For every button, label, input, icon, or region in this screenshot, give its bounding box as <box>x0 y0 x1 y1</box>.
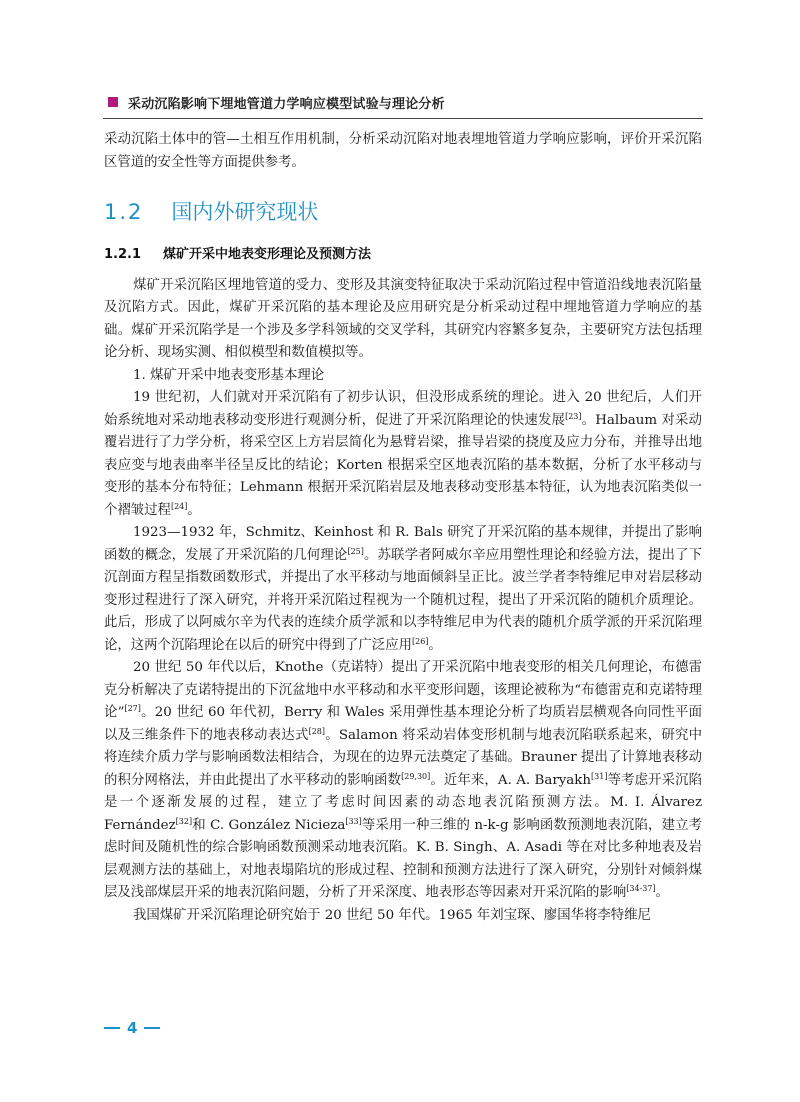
running-header <box>108 92 703 112</box>
citation: [34-37] <box>626 884 656 893</box>
citation: [23] <box>565 411 582 421</box>
citation: [29,30] <box>401 771 431 781</box>
section-title: 国内外研究现状 <box>171 199 319 224</box>
paragraph-6: 我国煤矿开采沉陷理论研究始于 20 世纪 50 年代。1965 年刘宝琛、廖国华将李特维尼 <box>133 907 651 923</box>
citation: [27] <box>124 704 141 713</box>
list-heading: 1. 煤矿开采中地表变形基本理论 <box>133 367 325 383</box>
text-run: 等考虑开采沉陷是一个逐渐发展的过程，建立了考虑时间因素的动态地表沉陷预测方法。M. I. Álvarez Fernández <box>104 772 702 833</box>
subsection-title: 煤矿开采中地表变形理论及预测方法 <box>163 247 372 262</box>
header-square-icon <box>108 97 118 107</box>
text-run: 。 <box>428 637 442 653</box>
section-heading <box>104 194 702 230</box>
text-run: 。近年来，A. A. Baryakh <box>430 772 592 788</box>
intro-paragraph: 采动沉陷土体中的管—土相互作用机制，分析采动沉陷对地表埋地管道力学响应影响，评价开采沉陷区管道的安全性等方面提供参考。 <box>104 132 702 170</box>
paragraph-3 <box>104 387 702 522</box>
page-body <box>104 129 702 927</box>
page-footer <box>104 1018 160 1038</box>
citation: [25] <box>347 546 364 556</box>
text-run: 1923—1932 年，Schmitz、Keinhost 和 R. Bals 研究了开采沉陷的基本规律，并提出了影响函数的概念，发展了开采沉陷的几何理论 <box>104 525 702 563</box>
paragraph-5 <box>104 657 702 905</box>
text-run: 。Salamon 将采动岩体变形机制与地表沉陷联系起来，研究中将连续介质力学与影响函数法相结合，为现在的边界元法奠定了基础。Brauner 提出了计算地表移动的积分网格法，并由此提出了水平移动的影响函数 <box>104 727 702 788</box>
paragraph-4 <box>104 522 702 657</box>
citation: [28] <box>308 726 325 736</box>
subsection-heading <box>104 244 702 267</box>
text-run: 。 <box>655 885 669 900</box>
text-run: 和 C. González Nicieza <box>192 817 346 833</box>
citation: [33] <box>345 816 362 826</box>
footer-dash <box>144 1027 160 1029</box>
text-run: 。 <box>187 502 201 518</box>
subsection-number: 1.2.1 <box>104 247 142 262</box>
footer-dash <box>104 1027 120 1029</box>
page-number: 4 <box>127 1019 138 1037</box>
text-run: 。苏联学者阿威尔辛应用塑性理论和经验方法，提出了下沉剖面方程呈指数函数形式，并提出了水平移动与地面倾斜呈正比。波兰学者李特维尼申对岩层移动变形过程进行了深入研究，并将开采沉陷过程视为一个随机过程，提出了开采沉陷的随机介质理论。此后，形成了以阿威尔辛为代表的连续介质学派和以李特维尼申为代表的随机介质学派的开采沉陷理论，这两个沉陷理论在以后的研究中得到了广泛应用 <box>104 547 702 653</box>
header-rule <box>103 118 703 119</box>
paragraph-1: 煤矿开采沉陷区埋地管道的受力、变形及其演变特征取决于采动沉陷过程中管道沿线地表沉陷量及沉陷方式。因此，煤矿开采沉陷的基本理论及应用研究是分析采动过程中埋地管道力学响应的基础。煤矿开采沉陷学是一个涉及多学科领域的交叉学科，其研究内容繁多复杂，主要研究方法包括理论分析、现场实测、相似模型和数值模拟等。 <box>104 277 702 360</box>
text-run: 。20 世纪 60 年代初，Berry 和 Wales 采用弹性基本理论分析了均质岩层横观各向同性平面以及三维条件下的地表移动表达式 <box>104 705 702 743</box>
citation: [31] <box>591 771 608 781</box>
text-run: 等采用一种三维的 n-k-g 影响函数预测地表沉陷，建立考虑时间及随机性的综合影响函数预测采动地表沉陷。K. B. Singh、A. Asadi 等在对比多种地表及岩层观测方法的基础上，对地表塌陷坑的形成过程、控制和预测方法进行了深入研究，分别针对倾斜煤层及浅部煤层开采的地表沉陷问题，分析了开采深度、地表形态等因素对开采沉陷的影响 <box>104 817 702 900</box>
text-run: 19 世纪初，人们就对开采沉陷有了初步认识，但没形成系统的理论。进入 20 世纪后，人们开始系统地对采动地表移动变形进行观测分析，促进了开采沉陷理论的快速发展 <box>104 390 702 428</box>
running-header-title: 采动沉陷影响下埋地管道力学响应模型试验与理论分析 <box>128 96 445 112</box>
citation: [26] <box>411 636 429 646</box>
text-run: 20 世纪 50 年代以后，Knothe（克诺特）提出了开采沉陷中地表变形的相关几何理论，布德雷克分析解决了克诺特提出的下沉盆地中水平移动和水平变形问题，该理论被称为“布德雷克和克诺特理论” <box>104 660 702 720</box>
citation: [32] <box>175 816 193 826</box>
citation: [24] <box>170 501 188 511</box>
text-run: 。Halbaum 对采动覆岩进行了力学分析，将采空区上方岩层简化为悬臂岩梁，推导岩梁的挠度及应力分布，并推导出地表应变与地表曲率半径呈反比的结论；Korten 根据采空区地表沉陷的基本数据，分析了水平移动与变形的基本分布特征；Lehmann 根据开采沉陷岩层及地表移动变形基本特征，认为地表沉陷类似一个褶皱过程 <box>104 412 703 518</box>
section-number: 1.2 <box>104 199 144 224</box>
